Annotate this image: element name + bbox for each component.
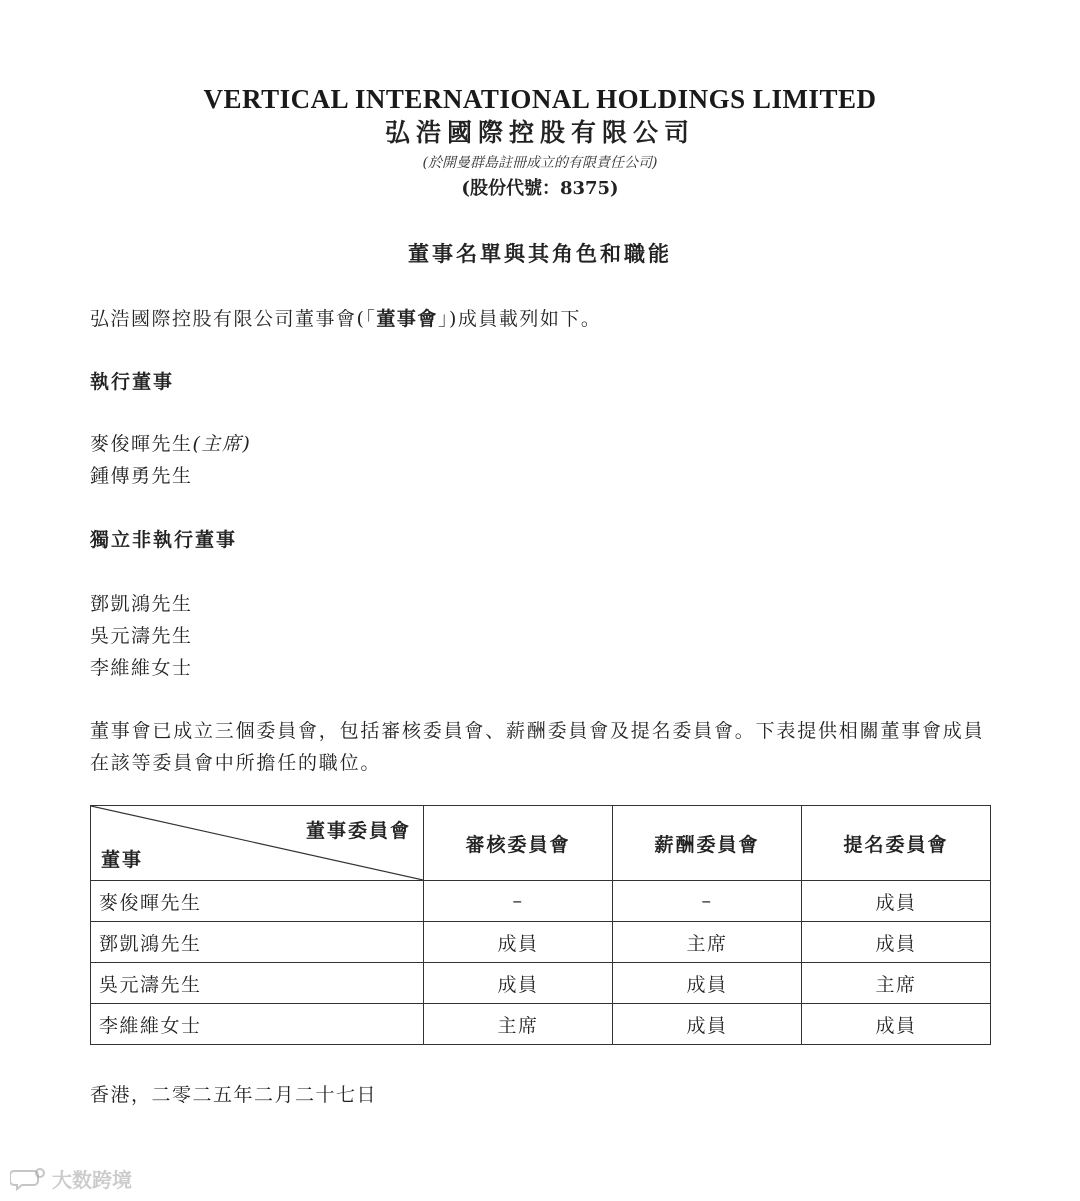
table-row: [91, 1004, 991, 1045]
company-name-en: VERTICAL INTERNATIONAL HOLDINGS LIMITED: [203, 84, 877, 114]
role-cell: 主席: [424, 1004, 613, 1045]
speech-bubble-logo-icon: [10, 1167, 46, 1191]
executive-directors-heading: 執行董事: [90, 371, 175, 393]
column-header: 提名委員會: [802, 806, 991, 881]
independent-director-3: [90, 652, 193, 684]
table-row: [91, 963, 991, 1004]
closing-date-line: 香港，二零二五年二月二十七日: [90, 1084, 378, 1106]
table-header-row: [91, 806, 991, 881]
intro-text-after: 」)成員載列如下。: [437, 308, 602, 330]
table-row: [91, 881, 991, 922]
incorporation-note: (於開曼群島註冊成立的有限責任公司): [422, 155, 658, 171]
corner-label-directors: 董事: [101, 849, 144, 871]
intro-text-before: 弘浩國際控股有限公司董事會(「: [90, 308, 377, 330]
executive-director-2: [90, 460, 193, 492]
independent-director-1: [90, 588, 193, 620]
director-name: 吳元濤先生: [90, 625, 193, 647]
director-name: 鍾傳勇先生: [90, 465, 193, 487]
document-title: 董事名單與其角色和職能: [408, 241, 672, 266]
corner-label-committees: 董事委員會: [305, 820, 411, 842]
role-cell: 主席: [613, 922, 802, 963]
table-corner-cell: [91, 806, 424, 881]
role-cell: –: [424, 881, 613, 922]
role-cell: 成員: [802, 881, 991, 922]
intro-paragraph: [90, 304, 601, 331]
director-cell: 麥俊暉先生: [91, 881, 424, 922]
director-cell: 鄧凱鴻先生: [91, 922, 424, 963]
role-cell: 成員: [802, 1004, 991, 1045]
role-cell: 主席: [802, 963, 991, 1004]
stock-code: (股份代號：8375): [461, 178, 619, 199]
director-role: (主席): [192, 433, 252, 455]
column-header: 薪酬委員會: [613, 806, 802, 881]
role-cell: –: [613, 881, 802, 922]
watermark-text: 大数跨境: [52, 1168, 132, 1192]
company-name-zh: 弘浩國際控股有限公司: [384, 118, 695, 147]
column-header: 審核委員會: [424, 806, 613, 881]
director-cell: 李維維女士: [91, 1004, 424, 1045]
role-cell: 成員: [802, 922, 991, 963]
role-cell: 成員: [613, 1004, 802, 1045]
role-cell: 成員: [424, 922, 613, 963]
committee-paragraph: 董事會已成立三個委員會，包括審核委員會、薪酬委員會及提名委員會。下表提供相關董事會成員在該等委員會中所擔任的職位。: [90, 720, 985, 774]
role-cell: 成員: [613, 963, 802, 1004]
executive-director-1: [90, 428, 251, 460]
director-cell: 吳元濤先生: [91, 963, 424, 1004]
director-name: 李維維女士: [90, 657, 193, 679]
committee-table: [90, 805, 991, 1045]
director-name: 鄧凱鴻先生: [90, 593, 193, 615]
director-name: 麥俊暉先生: [90, 433, 193, 455]
watermark: [10, 1164, 132, 1193]
document-header: [0, 82, 1080, 202]
table-row: [91, 922, 991, 963]
role-cell: 成員: [424, 963, 613, 1004]
independent-directors-heading: 獨立非執行董事: [90, 529, 238, 551]
independent-director-2: [90, 620, 193, 652]
intro-text-bold: 董事會: [376, 308, 438, 330]
